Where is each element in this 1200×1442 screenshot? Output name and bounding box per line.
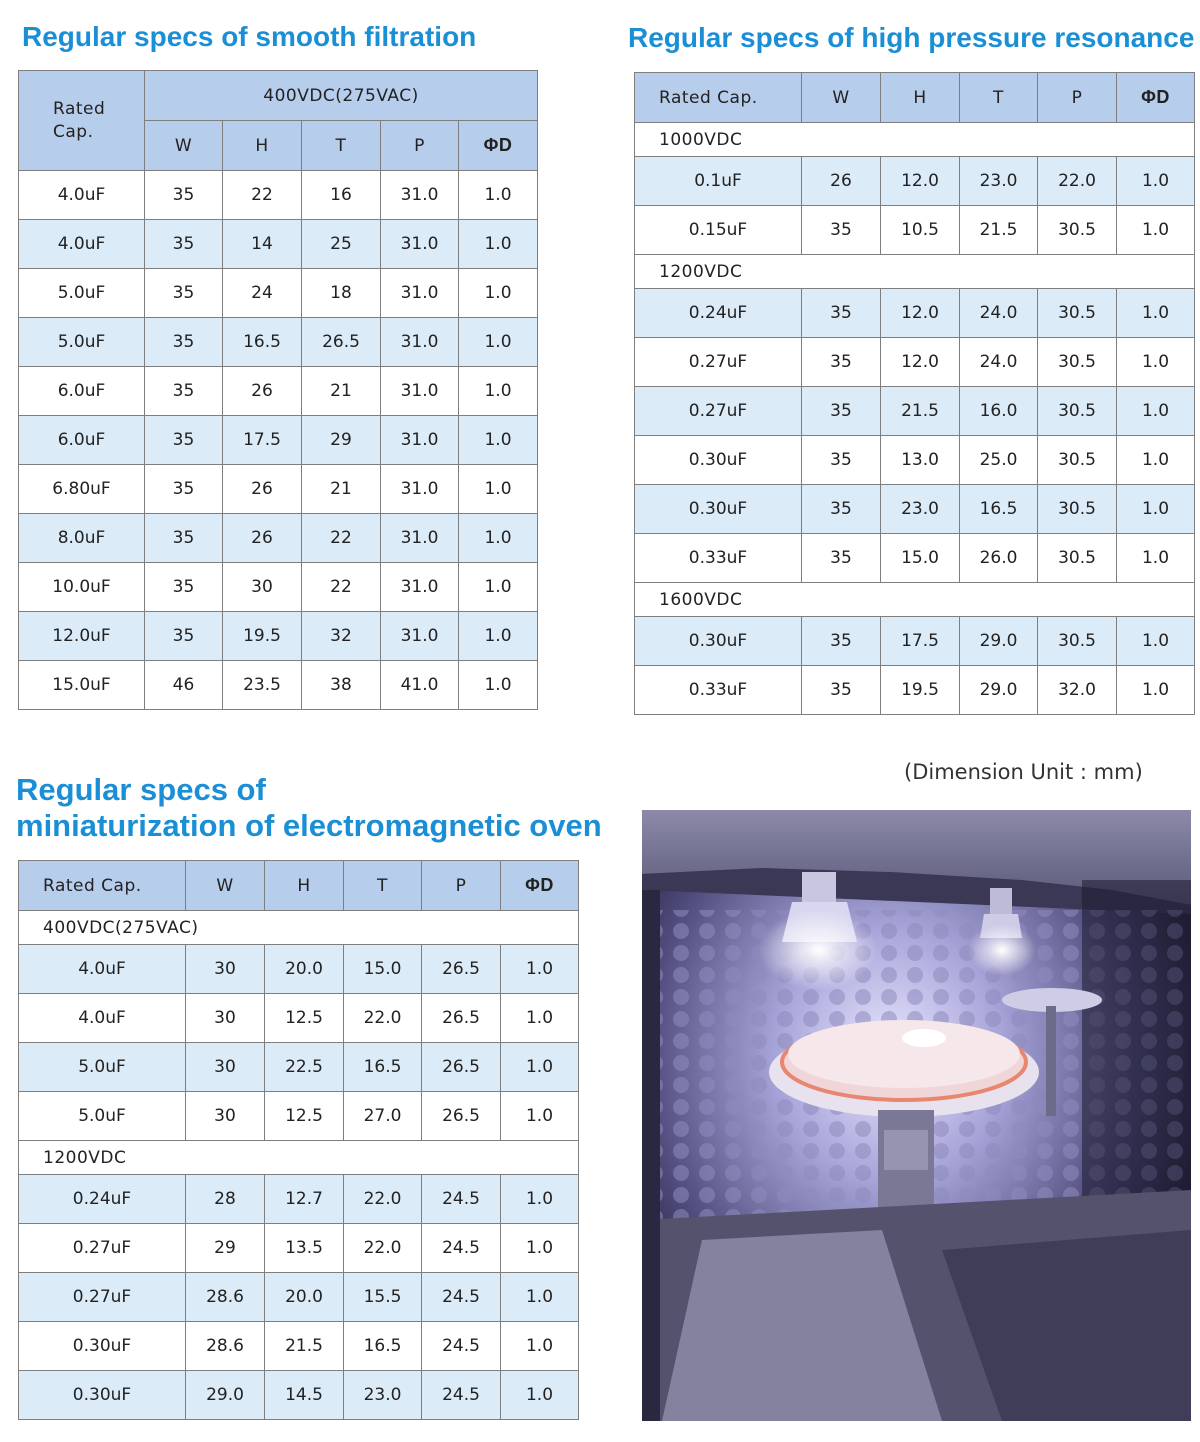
table-row [635, 206, 1195, 255]
rated-cap-cell: 15.0uF [19, 661, 145, 710]
w-cell: 28 [186, 1175, 265, 1224]
h-cell: 22 [223, 171, 302, 220]
voltage-header: 400VDC(275VAC) [145, 71, 538, 121]
w-cell: 35 [145, 612, 223, 661]
t-cell: 29 [302, 416, 381, 465]
phid-cell: 1.0 [459, 220, 538, 269]
p-cell: 24.5 [422, 1224, 501, 1273]
p-cell: 26.5 [422, 1043, 501, 1092]
col-w-header: W [802, 73, 881, 123]
table-row [19, 1322, 579, 1371]
rated-cap-cell: 5.0uF [19, 318, 145, 367]
col-t-header: T [344, 861, 422, 911]
table-row [19, 416, 538, 465]
w-cell: 29 [186, 1224, 265, 1273]
h-cell: 12.5 [265, 994, 344, 1043]
t-cell: 21 [302, 367, 381, 416]
t-cell: 23.0 [344, 1371, 422, 1420]
h-cell: 26 [223, 367, 302, 416]
table-row [19, 220, 538, 269]
t-cell: 26.5 [302, 318, 381, 367]
h-cell: 12.7 [265, 1175, 344, 1224]
h-cell: 20.0 [265, 945, 344, 994]
p-cell: 22.0 [1038, 157, 1117, 206]
phid-cell: 1.0 [501, 945, 579, 994]
t-cell: 24.0 [960, 289, 1038, 338]
phid-cell: 1.0 [501, 1092, 579, 1141]
phid-cell: 1.0 [459, 612, 538, 661]
h-cell: 22.5 [265, 1043, 344, 1092]
rated-cap-cell: 4.0uF [19, 220, 145, 269]
rated-cap-cell: 0.30uF [19, 1322, 186, 1371]
p-cell: 30.5 [1038, 387, 1117, 436]
h-cell: 30 [223, 563, 302, 612]
h-cell: 26 [223, 465, 302, 514]
table-row [635, 485, 1195, 534]
table-row [19, 1043, 579, 1092]
phid-cell: 1.0 [1117, 485, 1195, 534]
phid-cell: 1.0 [1117, 206, 1195, 255]
rated-cap-cell: 0.27uF [635, 338, 802, 387]
rated-cap-cell: 8.0uF [19, 514, 145, 563]
voltage-group-row [635, 255, 1195, 289]
rated-cap-cell: 6.0uF [19, 416, 145, 465]
p-cell: 30.5 [1038, 485, 1117, 534]
h-cell: 19.5 [881, 666, 960, 715]
p-cell: 31.0 [381, 269, 459, 318]
col-h-header: H [881, 73, 960, 123]
smooth-filtration-title: Regular specs of smooth filtration [22, 21, 477, 52]
w-cell: 35 [802, 289, 881, 338]
w-cell: 35 [145, 465, 223, 514]
w-cell: 35 [145, 514, 223, 563]
t-cell: 16.5 [344, 1322, 422, 1371]
table-row [19, 1224, 579, 1273]
phid-cell: 1.0 [459, 514, 538, 563]
col-w-header: W [186, 861, 265, 911]
table-row [635, 289, 1195, 338]
column-header-row [635, 73, 1195, 123]
p-cell: 31.0 [381, 514, 459, 563]
rated-cap-cell: 10.0uF [19, 563, 145, 612]
col-p-header: P [381, 121, 459, 171]
t-cell: 18 [302, 269, 381, 318]
rated-cap-header: Rated Cap. [19, 71, 145, 171]
voltage-group-label: 1200VDC [19, 1141, 579, 1175]
h-cell: 12.0 [881, 338, 960, 387]
h-cell: 17.5 [223, 416, 302, 465]
table-row [19, 612, 538, 661]
col-h-header: H [223, 121, 302, 171]
rated-cap-cell: 0.1uF [635, 157, 802, 206]
w-cell: 35 [145, 318, 223, 367]
p-cell: 41.0 [381, 661, 459, 710]
phid-cell: 1.0 [1117, 534, 1195, 583]
voltage-group-label: 1000VDC [635, 123, 1195, 157]
table-row [19, 1273, 579, 1322]
phid-cell: 1.0 [1117, 289, 1195, 338]
t-cell: 38 [302, 661, 381, 710]
rated-cap-cell: 5.0uF [19, 269, 145, 318]
col-h-header: H [265, 861, 344, 911]
p-cell: 31.0 [381, 318, 459, 367]
col-p-header: P [422, 861, 501, 911]
w-cell: 29.0 [186, 1371, 265, 1420]
rated-cap-cell: 0.24uF [635, 289, 802, 338]
rated-cap-cell: 0.33uF [635, 666, 802, 715]
table-row [19, 171, 538, 220]
w-cell: 26 [802, 157, 881, 206]
t-cell: 16.5 [960, 485, 1038, 534]
t-cell: 29.0 [960, 666, 1038, 715]
t-cell: 23.0 [960, 157, 1038, 206]
w-cell: 35 [802, 534, 881, 583]
table-row [19, 563, 538, 612]
phid-cell: 1.0 [501, 1322, 579, 1371]
electromagnetic-oven-table [18, 860, 579, 1420]
smooth-table-body [19, 171, 538, 710]
col-t-header: T [302, 121, 381, 171]
t-cell: 16.0 [960, 387, 1038, 436]
rated-cap-cell: 0.33uF [635, 534, 802, 583]
voltage-group-label: 400VDC(275VAC) [19, 911, 579, 945]
phid-cell: 1.0 [501, 1273, 579, 1322]
t-cell: 22.0 [344, 994, 422, 1043]
phid-cell: 1.0 [459, 661, 538, 710]
p-cell: 30.5 [1038, 289, 1117, 338]
p-cell: 30.5 [1038, 436, 1117, 485]
w-cell: 35 [802, 206, 881, 255]
t-cell: 24.0 [960, 338, 1038, 387]
rated-cap-cell: 0.30uF [635, 617, 802, 666]
rated-cap-cell: 4.0uF [19, 945, 186, 994]
col-w-header: W [145, 121, 223, 171]
p-cell: 31.0 [381, 367, 459, 416]
h-cell: 14 [223, 220, 302, 269]
voltage-group-label: 1200VDC [635, 255, 1195, 289]
h-cell: 13.5 [265, 1224, 344, 1273]
h-cell: 12.0 [881, 157, 960, 206]
voltage-group-row [635, 583, 1195, 617]
p-cell: 31.0 [381, 612, 459, 661]
w-cell: 35 [145, 416, 223, 465]
column-header-row [19, 861, 579, 911]
rated-cap-cell: 4.0uF [19, 994, 186, 1043]
h-cell: 16.5 [223, 318, 302, 367]
h-cell: 14.5 [265, 1371, 344, 1420]
p-cell: 30.5 [1038, 534, 1117, 583]
rated-cap-cell: 5.0uF [19, 1043, 186, 1092]
phid-cell: 1.0 [1117, 617, 1195, 666]
h-cell: 12.0 [881, 289, 960, 338]
voltage-group-label: 1600VDC [635, 583, 1195, 617]
h-cell: 12.5 [265, 1092, 344, 1141]
p-cell: 24.5 [422, 1175, 501, 1224]
rated-cap-cell: 6.0uF [19, 367, 145, 416]
col-phid-header: ΦD [459, 121, 538, 171]
w-cell: 35 [802, 387, 881, 436]
t-cell: 22 [302, 563, 381, 612]
w-cell: 35 [802, 338, 881, 387]
t-cell: 15.0 [344, 945, 422, 994]
p-cell: 31.0 [381, 220, 459, 269]
rated-cap-cell: 12.0uF [19, 612, 145, 661]
h-cell: 13.0 [881, 436, 960, 485]
w-cell: 30 [186, 1043, 265, 1092]
table-row [635, 534, 1195, 583]
w-cell: 35 [145, 563, 223, 612]
p-cell: 31.0 [381, 563, 459, 612]
rated-cap-cell: 6.80uF [19, 465, 145, 514]
smooth-filtration-table [18, 70, 538, 710]
w-cell: 30 [186, 994, 265, 1043]
p-cell: 32.0 [1038, 666, 1117, 715]
phid-cell: 1.0 [459, 367, 538, 416]
table-row [19, 945, 579, 994]
t-cell: 21.5 [960, 206, 1038, 255]
table-row [19, 367, 538, 416]
table-row [19, 465, 538, 514]
phid-cell: 1.0 [1117, 436, 1195, 485]
p-cell: 24.5 [422, 1322, 501, 1371]
phid-cell: 1.0 [1117, 666, 1195, 715]
h-cell: 15.0 [881, 534, 960, 583]
p-cell: 31.0 [381, 416, 459, 465]
table-row [635, 617, 1195, 666]
rated-cap-cell: 0.27uF [635, 387, 802, 436]
t-cell: 26.0 [960, 534, 1038, 583]
w-cell: 30 [186, 1092, 265, 1141]
table-row [19, 994, 579, 1043]
p-cell: 30.5 [1038, 338, 1117, 387]
voltage-group-row [635, 123, 1195, 157]
h-cell: 10.5 [881, 206, 960, 255]
t-cell: 15.5 [344, 1273, 422, 1322]
phid-cell: 1.0 [501, 1043, 579, 1092]
p-cell: 26.5 [422, 994, 501, 1043]
table-row [19, 269, 538, 318]
col-phid-header: ΦD [501, 861, 579, 911]
voltage-group-row [19, 1141, 579, 1175]
rated-cap-cell: 0.27uF [19, 1224, 186, 1273]
resonance-table-body [635, 123, 1195, 715]
t-cell: 21 [302, 465, 381, 514]
w-cell: 35 [802, 617, 881, 666]
table-row [635, 338, 1195, 387]
phid-cell: 1.0 [1117, 387, 1195, 436]
table-row [635, 387, 1195, 436]
w-cell: 35 [802, 485, 881, 534]
p-cell: 26.5 [422, 1092, 501, 1141]
p-cell: 26.5 [422, 945, 501, 994]
rated-cap-cell: 5.0uF [19, 1092, 186, 1141]
h-cell: 23.5 [223, 661, 302, 710]
w-cell: 35 [145, 220, 223, 269]
p-cell: 30.5 [1038, 206, 1117, 255]
rated-cap-cell: 0.15uF [635, 206, 802, 255]
t-cell: 16.5 [344, 1043, 422, 1092]
w-cell: 35 [145, 171, 223, 220]
phid-cell: 1.0 [459, 465, 538, 514]
oven-table-body [19, 911, 579, 1420]
h-cell: 24 [223, 269, 302, 318]
rated-cap-header: Rated Cap. [19, 861, 186, 911]
t-cell: 32 [302, 612, 381, 661]
t-cell: 22.0 [344, 1224, 422, 1273]
table-row [19, 661, 538, 710]
oven-title-line2: miniaturization of electromagnetic oven [16, 808, 602, 843]
p-cell: 24.5 [422, 1371, 501, 1420]
t-cell: 22.0 [344, 1175, 422, 1224]
h-cell: 21.5 [881, 387, 960, 436]
table-row [19, 318, 538, 367]
rated-cap-cell: 0.30uF [635, 436, 802, 485]
voltage-group-row [19, 911, 579, 945]
rated-cap-cell: 0.30uF [635, 485, 802, 534]
w-cell: 35 [802, 436, 881, 485]
table-row [635, 666, 1195, 715]
p-cell: 31.0 [381, 465, 459, 514]
high-pressure-resonance-title: Regular specs of high pressure resonance [628, 22, 1195, 53]
rated-cap-cell: 0.30uF [19, 1371, 186, 1420]
rated-cap-cell: 4.0uF [19, 171, 145, 220]
h-cell: 17.5 [881, 617, 960, 666]
h-cell: 21.5 [265, 1322, 344, 1371]
h-cell: 26 [223, 514, 302, 563]
high-pressure-resonance-table [634, 72, 1195, 715]
t-cell: 16 [302, 171, 381, 220]
table-row [19, 1371, 579, 1420]
col-p-header: P [1038, 73, 1117, 123]
phid-cell: 1.0 [501, 994, 579, 1043]
p-cell: 24.5 [422, 1273, 501, 1322]
h-cell: 23.0 [881, 485, 960, 534]
dimension-unit-note: (Dimension Unit : mm) [904, 760, 1143, 784]
oven-title-line1: Regular specs of [16, 772, 266, 807]
col-t-header: T [960, 73, 1038, 123]
table-row [19, 1175, 579, 1224]
phid-cell: 1.0 [1117, 338, 1195, 387]
h-cell: 19.5 [223, 612, 302, 661]
phid-cell: 1.0 [501, 1175, 579, 1224]
rated-cap-header: Rated Cap. [635, 73, 802, 123]
phid-cell: 1.0 [501, 1371, 579, 1420]
p-cell: 30.5 [1038, 617, 1117, 666]
phid-cell: 1.0 [459, 171, 538, 220]
rated-cap-cell: 0.27uF [19, 1273, 186, 1322]
t-cell: 25.0 [960, 436, 1038, 485]
table-row [19, 1092, 579, 1141]
t-cell: 27.0 [344, 1092, 422, 1141]
phid-cell: 1.0 [459, 563, 538, 612]
w-cell: 46 [145, 661, 223, 710]
phid-cell: 1.0 [459, 318, 538, 367]
t-cell: 29.0 [960, 617, 1038, 666]
w-cell: 35 [802, 666, 881, 715]
rated-cap-cell: 0.24uF [19, 1175, 186, 1224]
table-row [635, 157, 1195, 206]
p-cell: 31.0 [381, 171, 459, 220]
h-cell: 20.0 [265, 1273, 344, 1322]
phid-cell: 1.0 [501, 1224, 579, 1273]
col-phid-header: ΦD [1117, 73, 1195, 123]
w-cell: 28.6 [186, 1273, 265, 1322]
w-cell: 28.6 [186, 1322, 265, 1371]
w-cell: 30 [186, 945, 265, 994]
w-cell: 35 [145, 367, 223, 416]
phid-cell: 1.0 [1117, 157, 1195, 206]
table-row [635, 436, 1195, 485]
t-cell: 22 [302, 514, 381, 563]
table-row [19, 514, 538, 563]
t-cell: 25 [302, 220, 381, 269]
w-cell: 35 [145, 269, 223, 318]
production-photo [642, 810, 1191, 1421]
phid-cell: 1.0 [459, 269, 538, 318]
phid-cell: 1.0 [459, 416, 538, 465]
